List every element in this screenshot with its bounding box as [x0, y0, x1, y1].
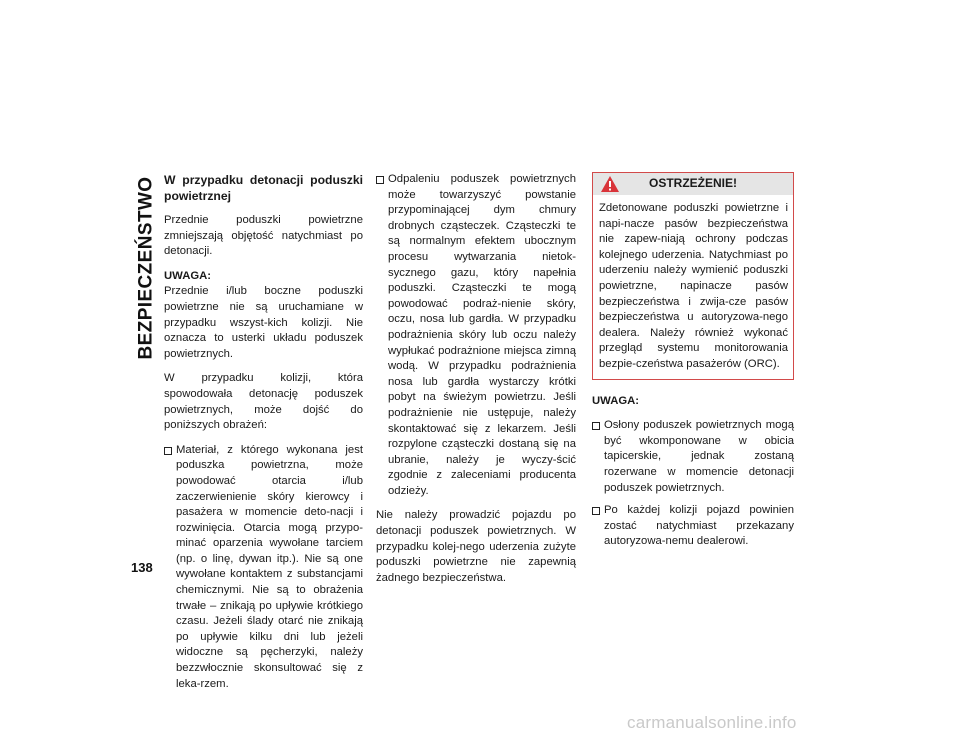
page-number: 138	[131, 560, 153, 575]
warning-header	[593, 173, 793, 195]
list-item: Osłony poduszek powietrznych mogą być wkomponowane w obicia tapicerskie, jednak zostaną rozerwane w momencie detonacji poduszek powietrznych.	[592, 418, 794, 496]
paragraph-deflation: Przednie poduszki powietrzne zmniejszają objętość natychmiast po detonacji.	[164, 214, 363, 258]
note-label: UWAGA:	[592, 394, 640, 407]
column-2	[376, 172, 576, 595]
section-title-vertical	[133, 168, 159, 368]
paragraph-no-driving: Nie należy prowadzić pojazdu po detonacji poduszek powietrznych. W przypadku kolej-nego uderzenia zużyte poduszki powietrzne nie zapewnią żadnego bezpieczeństwa.	[376, 509, 576, 584]
warning-text: Zdetonowane poduszki powietrzne i napi-nacze pasów bezpieczeństwa nie zapew-niają ochrony podczas kolejnego uderzenia. Natychmiast po uderzeniu należy wymienić poduszki powietrzne, napinacze pasów bezpieczeństwa i zwija-cze pasów bezpieczeństwa u autoryzowa-nego dealera. Należy również wykonać przegląd systemu monitorowania bezpie-czeństwa pasażerów (ORC).	[599, 202, 788, 370]
column-3	[592, 172, 794, 559]
bullet-list	[164, 443, 363, 693]
bullet-list	[592, 418, 794, 550]
section-title-text: BEZPIECZEŃSTWO	[135, 176, 156, 360]
note-text: Przednie i/lub boczne poduszki powietrzne nie są uruchamiane w przypadku wszyst-kich kolizji. Nie oznacza to usterki układu poduszek powietrznych.	[164, 285, 363, 360]
note-label: UWAGA:	[164, 269, 212, 282]
warning-triangle-icon	[600, 175, 620, 193]
list-item: Materiał, z którego wykonana jest poduszka powietrzna, może powodować otarcia i/lub zaczerwienienie skóry kierowcy i pasażera w momencie deto-nacji i rozwinięcia. Otarcia mogą przypo-minać oparzenia wywołane tarciem (np. o linę, dywan itp.). Nie są one wywołane kontaktem z substancjami chemicznymi. Nie są to obrażenia trwałe – znikają po upływie krótkiego czasu. Jeżeli ślady otarć nie znikają po upływie kilku dni lub jeżeli widoczne są pęcherzyki, należy bezzwłocznie skonsultować się z leka-rzem.	[164, 443, 363, 693]
warning-title: OSTRZEŻENIE!	[648, 176, 737, 191]
note-block	[164, 269, 363, 363]
paragraph-injuries: W przypadku kolizji, która spowodowała detonację poduszek powietrznych, może dojść do poniższych obrażeń:	[164, 372, 363, 432]
column-1	[164, 172, 363, 701]
bullet-list	[376, 172, 576, 499]
watermark: carmanualsonline.info	[627, 713, 797, 732]
list-item: Odpaleniu poduszek powietrznych może towarzyszyć powstanie przypominającej dym chmury drobnych cząsteczek. Cząsteczki te są normalnym efektem ubocznym procesu wytwarzania nietok-sycznego gazu, który napełnia poduszki. Cząsteczki te mogą powodować podraż-nienie skóry, oczu, nosa lub gardła. W przypadku podrażnienia skóry lub oczu należy wypłukać podrażnione miejsca zimną wodą. W przypadku podrażnienia nosa lub gardła wystarczy krótki pobyt na świeżym powietrzu. Jeśli podrażnienie nie ustępuje, należy skontaktować się z lekarzem. Jeśli rozpylone cząsteczki dostaną się na ubranie, należy je wyczy-ścić zgodnie z zaleceniami producenta odzieży.	[376, 172, 576, 499]
section-heading: W przypadku detonacji poduszki powietrznej	[164, 173, 363, 203]
list-item: Po każdej kolizji pojazd powinien zostać natychmiast przekazany autoryzowa-nemu dealerowi.	[592, 503, 794, 550]
warning-box	[592, 172, 794, 380]
